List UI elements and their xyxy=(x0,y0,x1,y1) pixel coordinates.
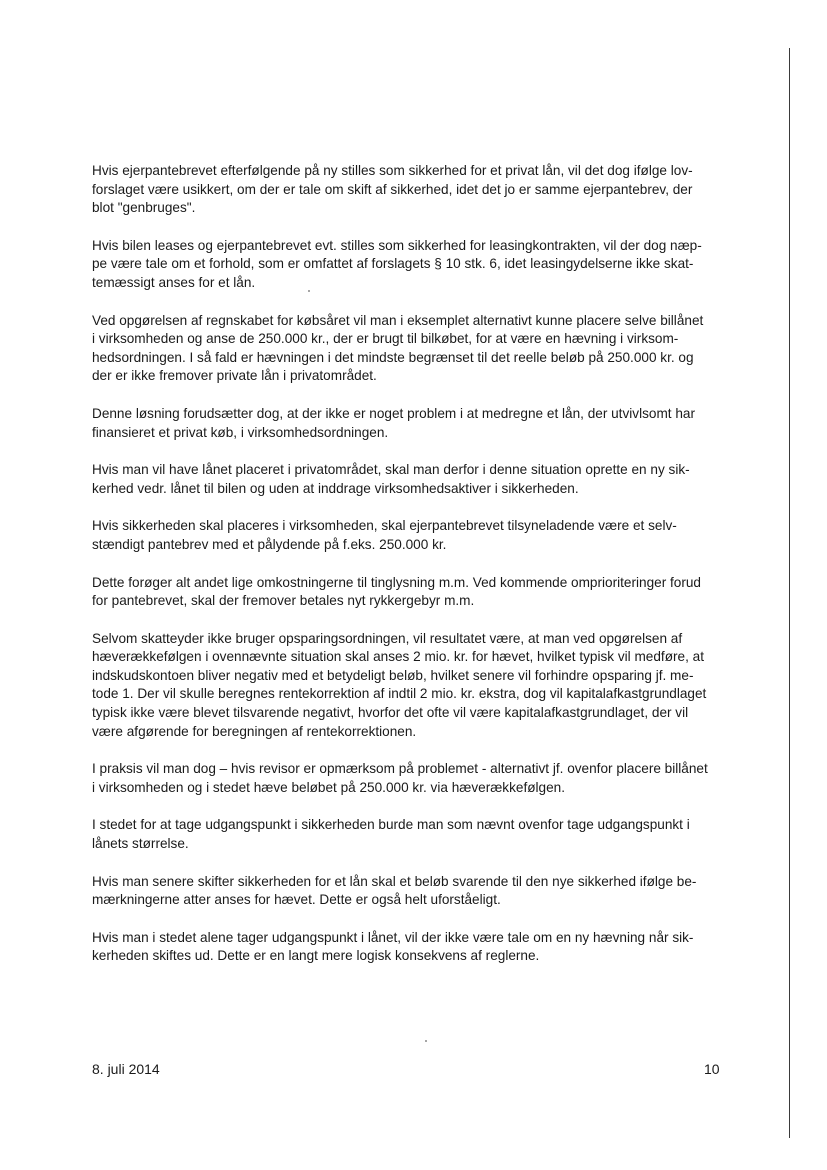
text-line: I stedet for at tage udgangspunkt i sikkerheden burde man som nævnt ovenfor tage udgangspunkt i xyxy=(92,817,690,833)
text-line: hedsordningen. I så fald er hævningen i det mindste begrænset til det reelle beløb på 250.000 kr. og xyxy=(92,349,694,365)
text-line: I praksis vil man dog – hvis revisor er opmærksom på problemet - alternativt jf. ovenfor placere billånet xyxy=(92,761,708,777)
paragraph xyxy=(92,929,728,966)
paragraph xyxy=(92,816,728,853)
text-line: tode 1. Der vil skulle beregnes rentekorrektion af indtil 2 mio. kr. ekstra, dog vil kapitalafkastgrundlaget xyxy=(92,686,707,702)
paragraph xyxy=(92,760,728,797)
paragraph xyxy=(92,162,728,218)
text-line: mærkningerne atter anses for hævet. Dette er også helt uforståeligt. xyxy=(92,892,501,908)
text-line: typisk ikke være blevet tilsvarende negativt, hvorfor det ofte vil være kapitalafkastgrundlaget, der vil xyxy=(92,705,689,721)
text-line: Hvis man senere skifter sikkerheden for et lån skal et beløb svarende til den nye sikkerhed ifølge be- xyxy=(92,873,697,889)
page-number: 10 xyxy=(704,1061,720,1077)
text-line: forslaget være usikkert, om der er tale om skift af sikkerhed, idet det jo er samme ejerpantebrev, der xyxy=(92,181,693,197)
text-line: Hvis bilen leases og ejerpantebrevet evt. stilles som sikkerhed for leasingkontrakten, vil der dog næp- xyxy=(92,237,702,253)
text-line: indskudskontoen bliver negativ med et betydeligt beløb, hvilket senere vil forhindre opsparing jf. me- xyxy=(92,667,694,683)
text-line: lånets størrelse. xyxy=(92,836,189,852)
paragraph xyxy=(92,405,728,442)
text-line: der er ikke fremover private lån i privatområdet. xyxy=(92,368,377,384)
text-line: kerhed vedr. lånet til bilen og uden at inddrage virksomhedsaktiver i sikkerheden. xyxy=(92,480,579,496)
text-line: blot "genbruges". xyxy=(92,200,196,216)
text-line: pe være tale om et forhold, som er omfattet af forslagets § 10 stk. 6, idet leasingydelserne ikke skat- xyxy=(92,256,694,272)
paragraph xyxy=(92,312,728,386)
text-line: i virksomheden og anse de 250.000 kr., der er brugt til bilkøbet, for at være en hævning i virksom- xyxy=(92,331,679,347)
text-line: Denne løsning forudsætter dog, at der ikke er noget problem i at medregne et lån, der utvivlsomt har xyxy=(92,405,695,421)
body-text xyxy=(92,162,728,985)
text-line: temæssigt anses for et lån. xyxy=(92,274,256,290)
paragraph xyxy=(92,630,728,742)
text-line: Selvom skatteyder ikke bruger opsparingsordningen, vil resultatet være, at man ved opgørelsen af xyxy=(92,630,683,646)
text-line: hæverækkefølgen i ovennævnte situation skal anses 2 mio. kr. for hævet, hvilket typisk vil medføre, at xyxy=(92,649,704,665)
paragraph xyxy=(92,574,728,611)
text-line: Hvis ejerpantebrevet efterfølgende på ny stilles som sikkerhed for et privat lån, vil det dog ifølge lov- xyxy=(92,163,693,178)
text-line: i virksomheden og i stedet hæve beløbet på 250.000 kr. via hæverækkefølgen. xyxy=(92,779,566,795)
text-line: Hvis man i stedet alene tager udgangspunkt i lånet, vil der ikke være tale om en ny hævning når sik- xyxy=(92,929,694,945)
text-line: stændigt pantebrev med et pålydende på f.eks. 250.000 kr. xyxy=(92,536,447,552)
paragraph xyxy=(92,461,728,498)
scan-speck xyxy=(425,1040,427,1042)
paragraph xyxy=(92,873,728,910)
text-line: være afgørende for beregningen af rentekorrektionen. xyxy=(92,723,417,739)
text-line: finansieret et privat køb, i virksomhedsordningen. xyxy=(92,424,389,440)
scan-edge-line xyxy=(789,48,790,1138)
text-line: Hvis man vil have lånet placeret i privatområdet, skal man derfor i denne situation oprette en ny sik- xyxy=(92,462,690,478)
text-line: Dette forøger alt andet lige omkostningerne til tinglysning m.m. Ved kommende omprioriteringer forud xyxy=(92,574,701,590)
text-line: Hvis sikkerheden skal placeres i virksomheden, skal ejerpantebrevet tilsyneladende være et selv- xyxy=(92,518,677,534)
text-line: Ved opgørelsen af regnskabet for købsåret vil man i eksemplet alternativt kunne placere selve billånet xyxy=(92,312,704,328)
text-line: for pantebrevet, skal der fremover betales nyt rykkergebyr m.m. xyxy=(92,593,475,609)
paragraph xyxy=(92,517,728,554)
text-line: kerheden skiftes ud. Dette er en langt mere logisk konsekvens af reglerne. xyxy=(92,948,540,964)
footer-date: 8. juli 2014 xyxy=(92,1061,160,1077)
paragraph xyxy=(92,237,728,293)
